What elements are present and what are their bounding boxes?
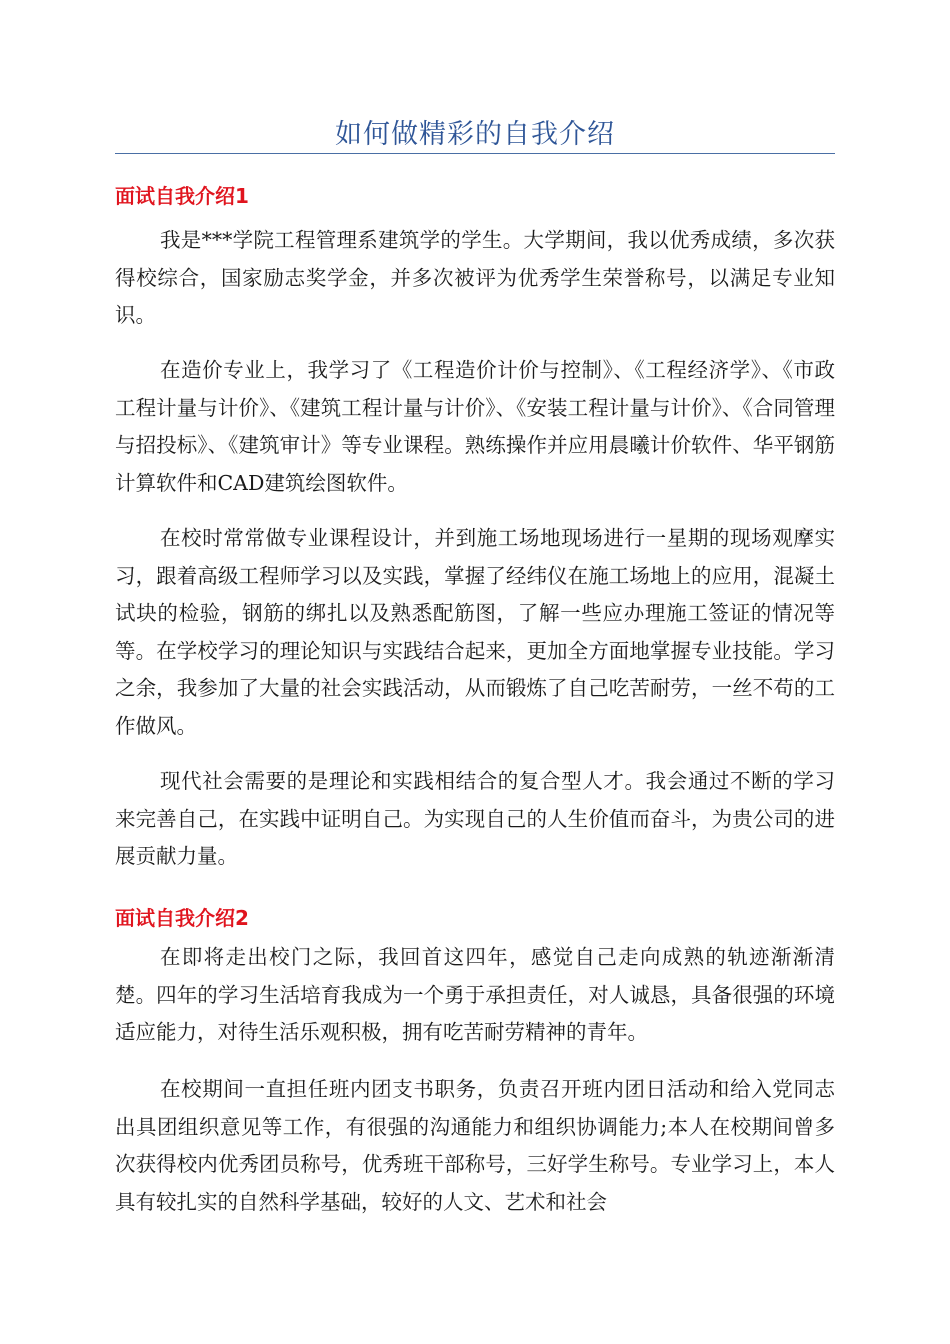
section-heading-2: 面试自我介绍2 <box>115 906 249 930</box>
section-1-paragraph-3: 在校时常常做专业课程设计，并到施工场地现场进行一星期的现场观摩实习，跟着高级工程师学习以及实践，掌握了经纬仪在施工场地上的应用，混凝土试块的检验，钢筋的绑扎以及熟悉配筋图，了解一些应办理施工签证的情况等等。在学校学习的理论知识与实践结合起来，更加全方面地掌握专业技能。学习之余，我参加了大量的社会实践活动，从而锻炼了自己吃苦耐劳，一丝不苟的工作做风。 <box>115 526 835 738</box>
title-underline <box>115 153 835 154</box>
section-1-paragraph-1: 我是***学院工程管理系建筑学的学生。大学期间，我以优秀成绩，多次获得校综合，国家励志奖学金，并多次被评为优秀学生荣誉称号，以满足专业知识。 <box>115 228 835 327</box>
section-1-paragraph-4: 现代社会需要的是理论和实践相结合的复合型人才。我会通过不断的学习来完善自己，在实践中证明自己。为实现自己的人生价值而奋斗，为贵公司的进展贡献力量。 <box>115 769 835 868</box>
section-2-paragraph-2: 在校期间一直担任班内团支书职务，负责召开班内团日活动和给入党同志出具团组织意见等工作，有很强的沟通能力和组织协调能力;本人在校期间曾多次获得校内优秀团员称号，优秀班干部称号，三好学生称号。专业学习上，本人具有较扎实的自然科学基础，较好的人文、艺术和社会 <box>115 1077 835 1214</box>
section-1-paragraph-2: 在造价专业上，我学习了《工程造价计价与控制》、《工程经济学》、《市政工程计量与计价》、《建筑工程计量与计价》、《安装工程计量与计价》、《合同管理与招投标》、《建筑审计》等专业课程。熟练操作并应用晨曦计价软件、华平钢筋计算软件和CAD建筑绘图软件。 <box>115 358 835 495</box>
section-heading-1: 面试自我介绍1 <box>115 184 249 208</box>
section-2-paragraph-1: 在即将走出校门之际，我回首这四年，感觉自己走向成熟的轨迹渐渐清楚。四年的学习生活培育我成为一个勇于承担责任，对人诚恳，具备很强的环境适应能力，对待生活乐观积极，拥有吃苦耐劳精神的青年。 <box>115 945 835 1044</box>
document-title: 如何做精彩的自我介绍 <box>335 119 615 150</box>
